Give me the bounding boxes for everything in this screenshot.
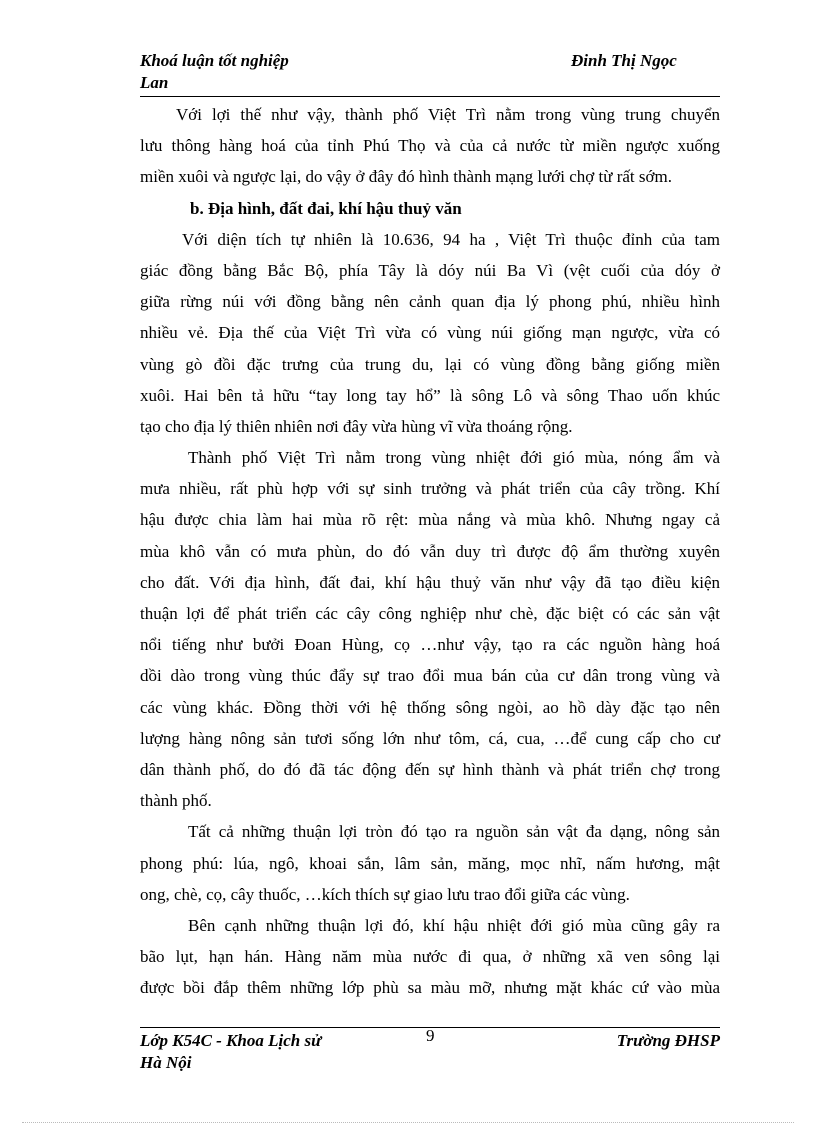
- page-footer: [140, 1030, 720, 1074]
- text-line: giác đồng bằng Bắc Bộ, phía Tây là dóy núi Ba Vì (vệt cuối của dóy ở: [140, 260, 720, 280]
- text-line: phong phú: lúa, ngô, khoai sắn, lâm sản, măng, mọc nhĩ, nấm hương, mật: [140, 853, 720, 873]
- section-heading: b. Địa hình, đất đai, khí hậu thuỷ văn: [190, 198, 462, 218]
- text-line: xuôi. Hai bên tả hữu “tay long tay hổ” là sông Lô và sông Thao uốn khúc: [140, 385, 720, 405]
- header-author-wrap: Lan: [140, 73, 169, 92]
- page-number: 9: [426, 1026, 435, 1045]
- text-line: Tất cả những thuận lợi tròn đó tạo ra nguồn sản vật đa dạng, nông sản: [188, 822, 720, 842]
- text-line: dân thành phố, do đó đã tác động đến sự hình thành và phát triển chợ trong: [140, 759, 720, 779]
- text-line: ong, chè, cọ, cây thuốc, …kích thích sự giao lưu trao đổi giữa các vùng.: [140, 884, 630, 904]
- text-line: Với diện tích tự nhiên là 10.636, 94 ha , Việt Trì thuộc đỉnh của tam: [182, 229, 720, 249]
- text-line: các vùng khác. Đồng thời với hệ thống sông ngòi, ao hồ dày đặc tạo nên: [140, 697, 720, 717]
- text-line: Thành phố Việt Trì nằm trong vùng nhiệt đới gió mùa, nóng ẩm và: [188, 448, 720, 468]
- text-line: cho đất. Với địa hình, đất đai, khí hậu thuỷ văn như vậy đã tạo điều kiện: [140, 572, 720, 592]
- text-line: nổi tiếng như bưởi Đoan Hùng, cọ …như vậy, tạo ra các nguồn hàng hoá: [140, 635, 720, 655]
- text-line: dồi dào trong vùng thúc đẩy sự trao đổi mua bán của cư dân trong vùng và: [140, 666, 720, 686]
- text-line: vùng gò đồi đặc trưng của trung du, lại có vùng đồng bằng giống miền: [140, 354, 720, 374]
- text-line: thuận lợi để phát triển các cây công nghiệp như chè, đặc biệt có các sản vật: [140, 604, 720, 623]
- page-header: [140, 50, 720, 94]
- footer-class: Lớp K54C - Khoa Lịch sử: [140, 1031, 322, 1050]
- text-line: Với lợi thế như vậy, thành phố Việt Trì nằm trong vùng trung chuyển: [176, 105, 720, 124]
- text-line: hậu được chia làm hai mùa rõ rệt: mùa nắng và mùa khô. Nhưng ngay cả: [140, 510, 720, 530]
- text-line: nhiều vẻ. Địa thế của Việt Trì vừa có vùng núi giống mạn ngược, vừa có: [140, 323, 720, 343]
- header-rule: [140, 96, 720, 97]
- text-line: bão lụt, hạn hán. Hàng năm mùa nước đi qua, ở những xã ven sông lại: [140, 947, 720, 967]
- text-line: lưu thông hàng hoá của tỉnh Phú Thọ và của cả nước từ miền ngược xuống: [140, 136, 720, 156]
- text-line: mưa nhiều, rất phù hợp với sự sinh trưởng và phát triển của cây trồng. Khí: [140, 479, 720, 499]
- footer-school: Trường ĐHSP: [616, 1031, 720, 1050]
- text-line: thành phố.: [140, 791, 212, 811]
- header-title: Khoá luận tốt nghiệp: [140, 51, 289, 70]
- text-line: lượng hàng nông sản tươi sống lớn như tôm, cá, cua, …để cung cấp cho cư: [140, 728, 720, 748]
- text-line: giữa rừng núi với đồng bằng nên cảnh quan địa lý phong phú, nhiều hình: [140, 292, 720, 312]
- document-body: [140, 99, 720, 1003]
- text-line: miền xuôi và ngược lại, do vậy ở đây đó hình thành mạng lưới chợ từ rất sớm.: [140, 167, 672, 187]
- footer-school-wrap: Hà Nội: [140, 1053, 192, 1072]
- text-line: được bồi đắp thêm những lớp phù sa màu mỡ, nhưng mặt khác cứ vào mùa: [140, 978, 720, 998]
- header-author: Đinh Thị Ngọc: [571, 51, 677, 70]
- text-line: Bên cạnh những thuận lợi đó, khí hậu nhiệt đới gió mùa cũng gây ra: [188, 915, 720, 935]
- text-line: tạo cho địa lý thiên nhiên nơi đây vừa hùng vĩ vừa thoáng rộng.: [140, 416, 573, 436]
- text-line: mùa khô vẫn có mưa phùn, do đó vẫn duy trì được độ ẩm thường xuyên: [140, 541, 720, 561]
